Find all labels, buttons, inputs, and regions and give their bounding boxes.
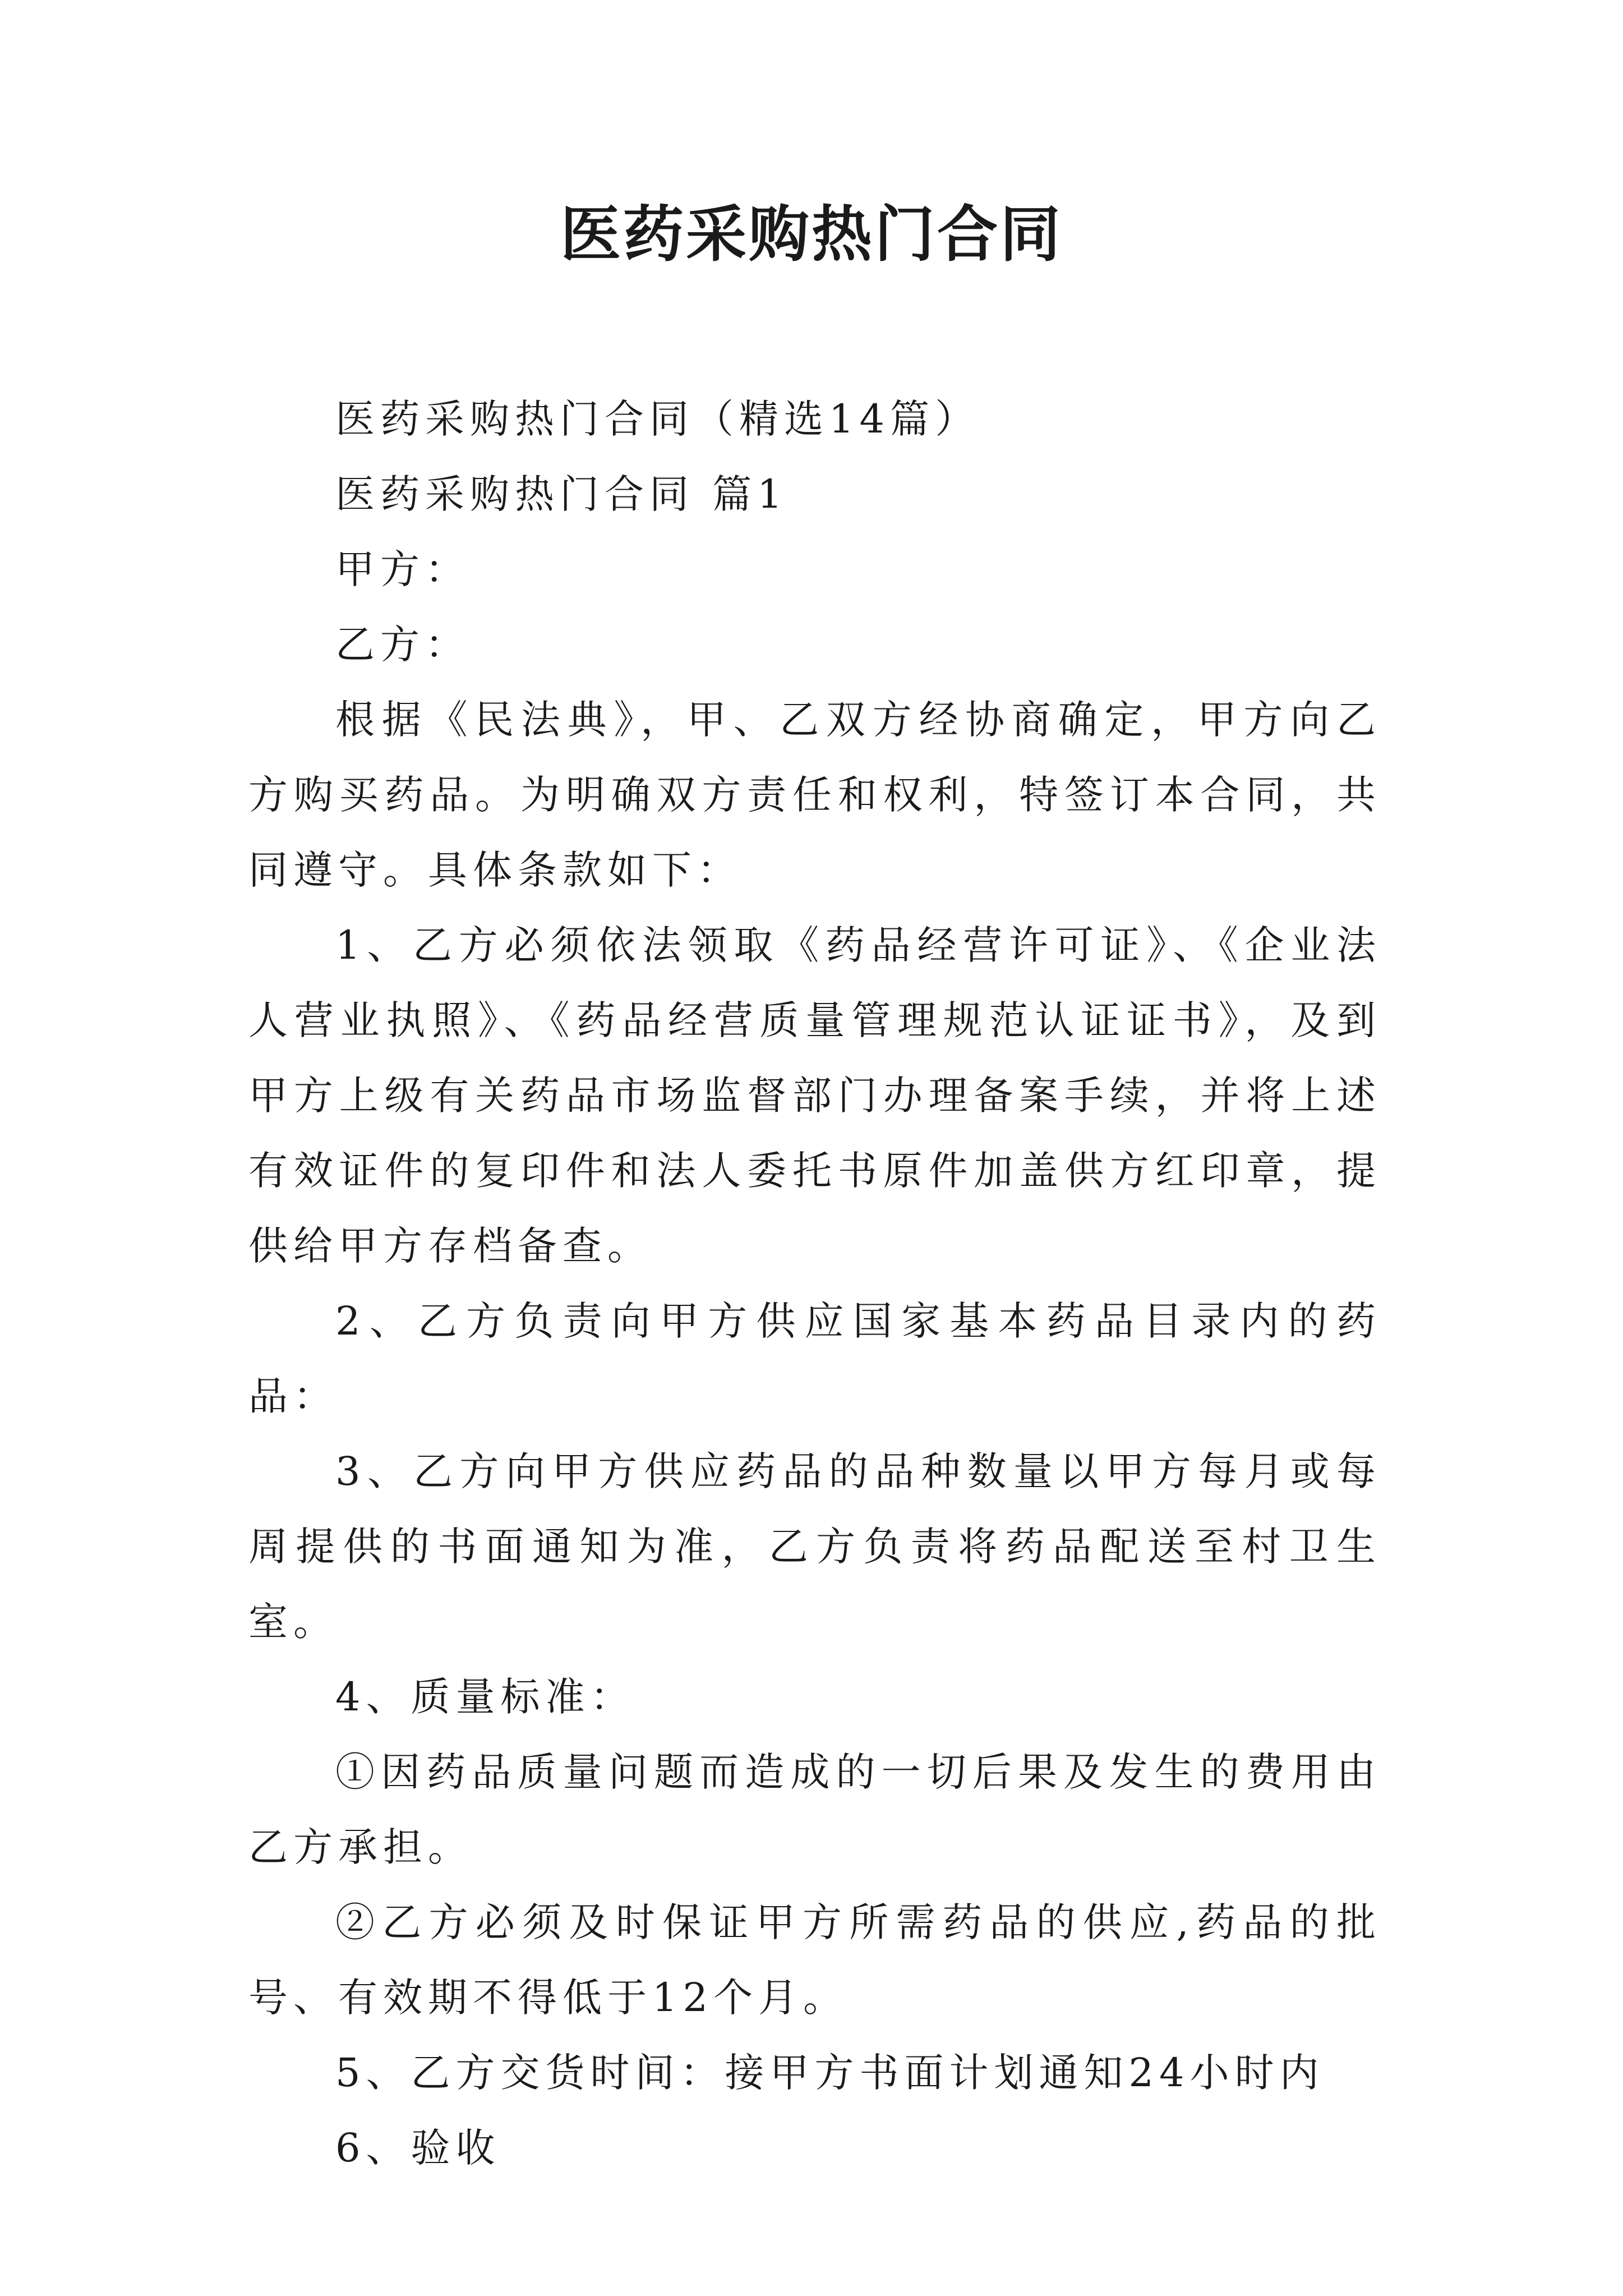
paragraph-subtitle: 医药采购热门合同（精选14篇） — [335, 396, 980, 442]
paragraph-clause-3: 3、乙方向甲方供应药品的品种数量以甲方每月或每周提供的书面通知为准，乙方负责将药品配送至村卫生室。 — [248, 1448, 1381, 1645]
paragraph-party-a: 甲方： — [335, 546, 470, 592]
paragraph-clause-6: 6、验收 — [335, 2125, 501, 2171]
paragraph-clause-2: 2、乙方负责向甲方供应国家基本药品目录内的药品： — [248, 1298, 1381, 1419]
document-title: 医药采购热门合同 — [560, 199, 1063, 270]
paragraph-clause-4: 4、质量标准： — [335, 1674, 635, 1720]
paragraph-preamble: 根据《民法典》，甲、乙双方经协商确定，甲方向乙方购买药品。为明确双方责任和权利，特签订本合同，共同遵守。具体条款如下： — [248, 697, 1381, 893]
paragraph-party-b: 乙方： — [335, 622, 470, 668]
paragraph-clause-5: 5、乙方交货时间：接甲方书面计划通知24小时内 — [335, 2050, 1325, 2096]
paragraph-clause-1: 1、乙方必须依法领取《药品经营许可证》、《企业法人营业执照》、《药品经营质量管理规范认证证书》，及到甲方上级有关药品市场监督部门办理备案手续，并将上述有效证件的复印件和法人委托书原件加盖供方红印章，提供给甲方存档备查。 — [248, 922, 1381, 1269]
paragraph-section-heading: 医药采购热门合同 篇1 — [335, 471, 788, 517]
document-body — [248, 381, 1381, 2185]
paragraph-clause-4-item-2: ②乙方必须及时保证甲方所需药品的供应,药品的批号、有效期不得低于12个月。 — [248, 1899, 1381, 2021]
paragraph-clause-4-item-1: ①因药品质量问题而造成的一切后果及发生的费用由乙方承担。 — [248, 1749, 1381, 1870]
